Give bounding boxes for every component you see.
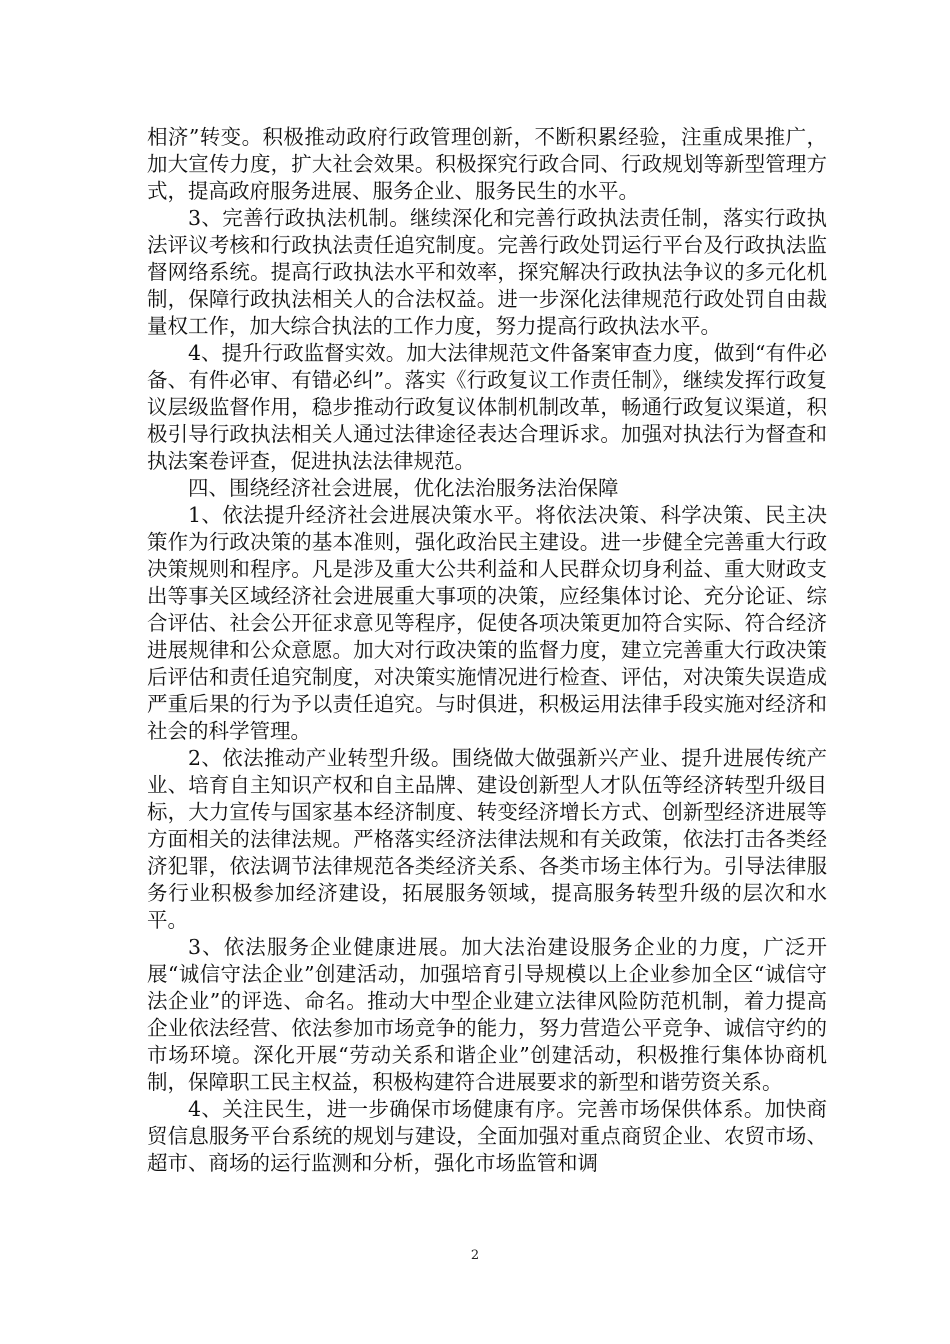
section-heading-4: 四、围绕经济社会进展，优化法治服务法治保障 [188,476,619,500]
page-number: 2 [470,1248,480,1263]
paragraph-section4-item-3: 3、依法服务企业健康进展。加大法治建设服务企业的力度，广泛开展“诚信守法企业”创建活动，加强培育引导规模以上企业参加全区“诚信守法企业”的评选、命名。推动大中型企业建立法律风险防范机制，着力提高企业依法经营、依法参加市场竞争的能力，努力营造公平竞争、诚信守约的市场环境。深化开展“劳动关系和谐企业”创建活动，积极推行集体协商机制，保障职工民主权益，积极构建符合进展要求的新型和谐劳资关系。 [147,935,827,1094]
paragraph-item-4: 4、提升行政监督实效。加大法律规范文件备案审查力度，做到“有件必备、有件必审、有错必纠”。落实《行政复议工作责任制》，继续发挥行政复议层级监督作用，稳步推动行政复议体制机制改革，畅通行政复议渠道，积极引导行政执法相关人通过法律途径表达合理诉求。加强对执法行为督查和执法案卷评查，促进执法法律规范。 [147,341,827,473]
paragraph-section4-item-2: 2、依法推动产业转型升级。围绕做大做强新兴产业、提升进展传统产业、培育自主知识产权和自主品牌、建设创新型人才队伍等经济转型升级目标，大力宣传与国家基本经济制度、转变经济增长方式、创新型经济进展等方面相关的法律法规。严格落实经济法律法规和有关政策，依法打击各类经济犯罪，依法调节法律规范各类经济关系、各类市场主体行为。引导法律服务行业积极参加经济建设，拓展服务领域，提高服务转型升级的层次和水平。 [147,746,827,932]
paragraph-section4-item-4: 4、关注民生，进一步确保市场健康有序。完善市场保供体系。加快商贸信息服务平台系统的规划与建设，全面加强对重点商贸企业、农贸市场、超市、商场的运行监测和分析，强化市场监管和调 [147,1097,827,1175]
paragraph-item-3: 3、完善行政执法机制。继续深化和完善行政执法责任制，落实行政执法评议考核和行政执法责任追究制度。完善行政处罚运行平台及行政执法监督网络系统。提高行政执法水平和效率，探究解决行政执法争议的多元化机制，保障行政执法相关人的合法权益。进一步深化法律规范行政处罚自由裁量权工作，加大综合执法的工作力度，努力提高行政执法水平。 [147,206,827,338]
body-text [147,124,827,1177]
paragraph-continuation: 相济”转变。积极推动政府行政管理创新，不断积累经验，注重成果推广，加大宣传力度，扩大社会效果。积极探究行政合同、行政规划等新型管理方式，提高政府服务进展、服务企业、服务民生的水平。 [147,125,827,203]
paragraph-section4-item-1: 1、依法提升经济社会进展决策水平。将依法决策、科学决策、民主决策作为行政决策的基本准则，强化政治民主建设。进一步健全完善重大行政决策规则和程序。凡是涉及重大公共利益和人民群众切身利益、重大财政支出等事关区域经济社会进展重大事项的决策，应经集体讨论、充分论证、综合评估、社会公开征求意见等程序，促使各项决策更加符合实际、符合经济进展规律和公众意愿。加大对行政决策的监督力度，建立完善重大行政决策后评估和责任追究制度，对决策实施情况进行检查、评估，对决策失误造成严重后果的行为予以责任追究。与时俱进，积极运用法律手段实施对经济和社会的科学管理。 [147,503,827,743]
